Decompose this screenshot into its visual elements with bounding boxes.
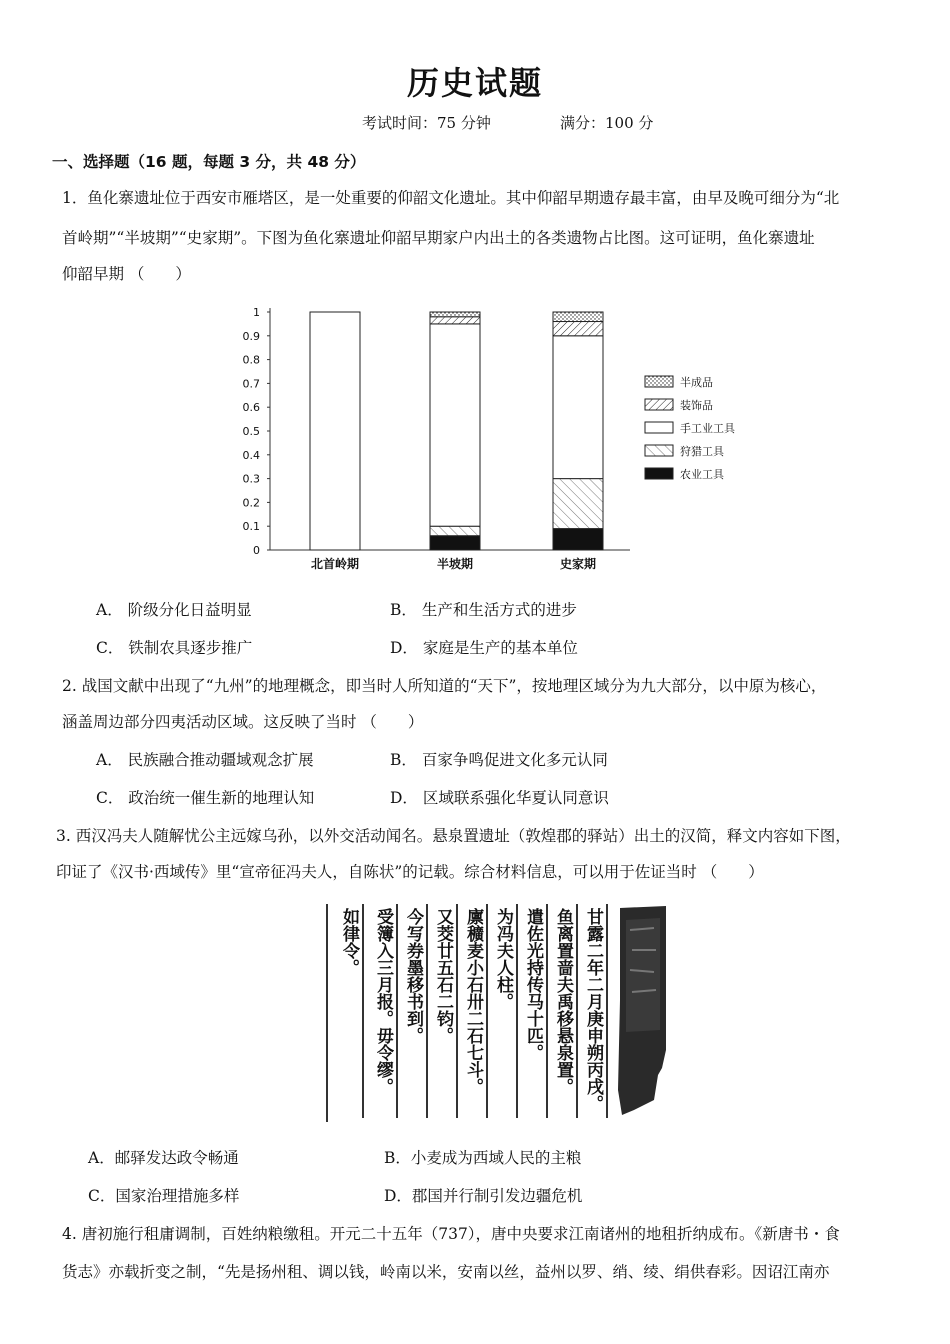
q1-line1: 1．鱼化寨遗址位于西安市雁塔区，是一处重要的仰韶文化遗址。其中仰韶早期遗存最丰富，由早及晚可细分为“北 <box>62 189 840 207</box>
slip-text-column: 为冯夫人柱。 <box>493 908 513 1010</box>
han-slip-image <box>324 898 676 1126</box>
q3-option-b[interactable]: B．小麦成为西域人民的主粮 <box>384 1149 582 1167</box>
y-tick-label: 0.9 <box>242 329 260 343</box>
wooden-slip-image <box>614 900 670 1122</box>
slip-divider-line <box>456 904 458 1118</box>
q1-line3: 仰韶早期 （ ） <box>62 265 191 283</box>
q3-option-a[interactable]: A．邮驿发达政令畅通 <box>88 1149 239 1167</box>
q3-option-c[interactable]: C．国家治理措施多样 <box>88 1187 240 1205</box>
q1-line2: 首岭期”“半坡期”“史家期”。下图为鱼化寨遗址仰韶早期家户内出土的各类遗物占比图。这可证明，鱼化寨遗址 <box>62 229 815 247</box>
bar-segment <box>553 479 603 529</box>
y-tick-label: 0.6 <box>242 401 260 415</box>
bar-segment <box>553 312 603 322</box>
q4-line2: 货志》亦载折变之制，“先是扬州租、调以钱，岭南以米，安南以丝，益州以罗、绡、绫、绢供春彩。因诏江南亦 <box>62 1263 830 1281</box>
slip-divider-line <box>326 904 328 1122</box>
bar-segment <box>553 322 603 336</box>
bar-segment <box>553 529 603 550</box>
q2-option-b[interactable]: B． 百家争鸣促进文化多元认同 <box>390 751 608 769</box>
slip-text-column: 今写券墨移书到。 <box>403 908 423 1044</box>
exam-time: 考试时间：75 分钟 <box>362 114 491 132</box>
y-tick-label: 0.2 <box>242 496 260 510</box>
stacked-bar-chart <box>230 298 760 578</box>
x-tick-label: 史家期 <box>559 557 597 571</box>
slip-text-column: 鱼离置啬夫禹移悬泉置。 <box>553 908 573 1095</box>
legend-swatch <box>645 399 673 410</box>
x-tick-label: 半坡期 <box>436 557 474 571</box>
slip-divider-line <box>362 904 364 1118</box>
y-tick-label: 1 <box>253 306 260 319</box>
legend-swatch <box>645 422 673 433</box>
q2-option-c[interactable]: C． 政治统一催生新的地理认知 <box>96 789 315 807</box>
slip-text-column: 甘露二年二月庚申朔丙戌。 <box>583 908 603 1112</box>
page-title: 历史试题 <box>406 64 543 102</box>
y-tick-label: 0.1 <box>242 520 260 534</box>
slip-divider-line <box>606 904 608 1118</box>
bar-segment <box>310 312 360 550</box>
q3-line2: 印证了《汉书·西域传》里“宣帝征冯夫人，自陈状”的记载。综合材料信息，可以用于佐证当时 （ ） <box>56 863 764 881</box>
q1-option-c[interactable]: C． 铁制农具逐步推广 <box>96 639 253 657</box>
slip-text-column: 如律令。 <box>339 908 359 976</box>
slip-divider-line <box>546 904 548 1118</box>
slip-divider-line <box>486 904 488 1118</box>
section-heading: 一、选择题（16 题，每题 3 分，共 48 分） <box>52 153 366 171</box>
slip-divider-line <box>576 904 578 1118</box>
legend-swatch <box>645 445 673 456</box>
bar-segment <box>430 312 480 317</box>
q3-line1: 3. 西汉冯夫人随解忧公主远嫁乌孙，以外交活动闻名。悬泉置遗址（敦煌郡的驿站）出土的汉简，释文内容如下图， <box>56 827 851 845</box>
y-tick-label: 0.4 <box>242 448 260 462</box>
q4-line1: 4. 唐初施行租庸调制，百姓纳粮缴租。开元二十五年（737），唐中央要求江南诸州的地租折纳成布。《新唐书・食 <box>62 1225 840 1243</box>
q2-line2: 涵盖周边部分四夷活动区域。这反映了当时 （ ） <box>62 713 424 731</box>
y-tick-label: 0 <box>253 544 260 557</box>
slip-divider-line <box>516 904 518 1118</box>
slip-text-column: 又茭廿五石二钧。 <box>433 908 453 1044</box>
full-score: 满分：100 分 <box>560 114 654 132</box>
bar-segment <box>430 324 480 526</box>
legend-label: 半成品 <box>680 376 713 389</box>
bar-segment <box>430 526 480 536</box>
slip-divider-line <box>396 904 398 1118</box>
y-tick-label: 0.7 <box>242 377 260 391</box>
y-tick-label: 0.8 <box>242 353 260 367</box>
q2-option-d[interactable]: D． 区域联系强化华夏认同意识 <box>390 789 609 807</box>
q1-option-a[interactable]: A． 阶级分化日益明显 <box>96 601 252 619</box>
slip-text-column: 遣佐光持传马十匹。 <box>523 908 543 1061</box>
q2-option-a[interactable]: A． 民族融合推动疆域观念扩展 <box>96 751 314 769</box>
bar-segment <box>553 336 603 479</box>
slip-text-column: 廪穬麦小石卅二石七斗。 <box>463 908 483 1095</box>
x-tick-label: 北首岭期 <box>310 557 360 571</box>
slip-text-column: 受簿入三月报。毋令缪。 <box>373 908 393 1095</box>
bar-segment <box>430 536 480 550</box>
legend-label: 手工业工具 <box>680 422 735 435</box>
legend-label: 装饰品 <box>680 399 713 412</box>
q1-option-d[interactable]: D． 家庭是生产的基本单位 <box>390 639 578 657</box>
y-tick-label: 0.3 <box>242 472 260 486</box>
y-tick-label: 0.5 <box>242 425 260 438</box>
slip-divider-line <box>426 904 428 1118</box>
legend-swatch <box>645 376 673 387</box>
legend-swatch <box>645 468 673 479</box>
q1-option-b[interactable]: B． 生产和生活方式的进步 <box>390 601 577 619</box>
q2-line1: 2. 战国文献中出现了“九州”的地理概念，即当时人所知道的“天下”，按地理区域分为九大部分，以中原为核心， <box>62 677 827 695</box>
legend-label: 农业工具 <box>680 468 724 481</box>
bar-segment <box>430 317 480 324</box>
legend-label: 狩猎工具 <box>680 445 724 458</box>
q3-option-d[interactable]: D．郡国并行制引发边疆危机 <box>384 1187 583 1205</box>
